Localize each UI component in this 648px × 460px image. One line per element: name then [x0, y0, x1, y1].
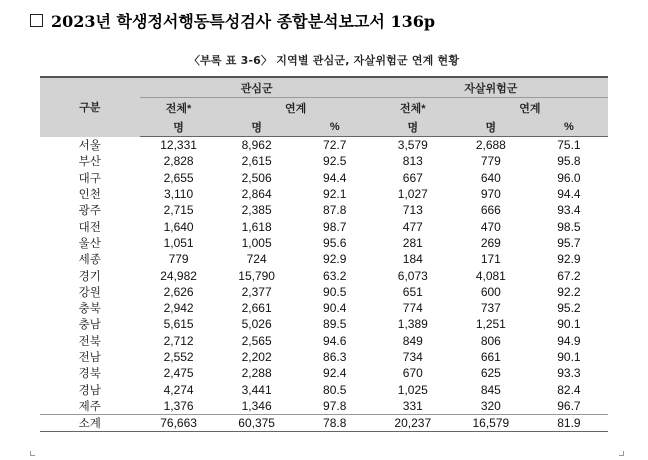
value-cell: 72.7	[323, 138, 347, 153]
unit-header: 명	[140, 117, 218, 137]
value-cell: 845	[480, 382, 501, 397]
value-cell: 734	[402, 350, 423, 364]
value-cell: 94.4	[323, 170, 347, 185]
table-row	[40, 137, 608, 154]
value-cell: 92.1	[323, 187, 347, 202]
value-cell: 2,385	[241, 203, 272, 218]
value-cell: 76,663	[140, 415, 218, 432]
table-row	[40, 153, 608, 169]
table-row	[40, 251, 608, 267]
value-cell: 470	[480, 219, 501, 234]
table-row	[40, 218, 608, 234]
value-cell: 813	[402, 154, 423, 169]
value-cell: 5,615	[163, 317, 194, 332]
region-cell: 서울	[78, 139, 101, 152]
table-caption: 〈부록 표 3-6〉 지역별 관심군, 자살위험군 연계 현황	[188, 54, 460, 67]
region-cell: 울산	[78, 237, 101, 250]
value-cell: 94.9	[557, 333, 581, 348]
document-title-text: 2023년 학생정서행동특성검사 종합분석보고서 136p	[51, 11, 436, 31]
frame-corner	[619, 451, 624, 456]
value-cell: 779	[480, 154, 501, 169]
value-cell: 2,661	[241, 301, 272, 316]
value-cell: 1,027	[397, 187, 428, 202]
value-cell: 82.4	[557, 382, 581, 397]
value-cell: 269	[480, 235, 501, 250]
value-cell: 90.5	[323, 284, 347, 299]
unit-header: %	[296, 117, 374, 137]
region-cell: 세종	[78, 254, 101, 267]
value-cell: 98.5	[557, 219, 581, 234]
table-row	[40, 186, 608, 202]
value-cell: 640	[480, 170, 501, 185]
value-cell: 89.5	[323, 317, 347, 332]
value-cell: 2,202	[241, 350, 272, 364]
value-cell: 94.4	[557, 187, 581, 202]
table-row	[40, 333, 608, 349]
value-cell: 1,389	[397, 317, 428, 332]
value-cell: 60,375	[218, 415, 296, 432]
table-row	[40, 202, 608, 218]
region-cell: 전남	[78, 352, 101, 364]
value-cell: 95.6	[323, 235, 347, 250]
region-cell: 대구	[78, 172, 101, 185]
value-cell: 779	[168, 252, 189, 267]
value-cell: 670	[402, 366, 423, 381]
region-cell: 광주	[78, 205, 101, 218]
value-cell: 331	[402, 398, 423, 413]
value-cell: 2,712	[163, 333, 194, 348]
value-cell: 2,626	[163, 284, 194, 299]
value-cell: 2,655	[163, 170, 194, 185]
value-cell: 24,982	[160, 268, 197, 283]
sub-header-risk-linked: 연계	[452, 98, 608, 118]
unit-header: 명	[452, 117, 530, 137]
value-cell: 1,618	[241, 219, 272, 234]
value-cell: 81.9	[530, 415, 608, 432]
value-cell: 86.3	[323, 350, 347, 364]
value-cell: 90.1	[557, 317, 581, 332]
value-cell: 1,640	[163, 219, 194, 234]
sub-header-interest-total: 전체*	[140, 98, 218, 118]
region-cell: 경남	[78, 384, 101, 397]
value-cell: 92.2	[557, 284, 581, 299]
group-header-suicide-risk: 자살위험군	[374, 77, 608, 98]
table-row	[40, 300, 608, 316]
value-cell: 2,942	[163, 301, 194, 316]
table-row	[40, 365, 608, 381]
value-cell: 90.1	[557, 350, 581, 364]
region-cell: 충북	[78, 303, 101, 316]
table-header	[40, 77, 608, 137]
value-cell: 724	[246, 252, 267, 267]
value-cell: 3,579	[397, 138, 428, 153]
value-cell: 4,274	[163, 382, 194, 397]
value-cell: 477	[402, 219, 423, 234]
row-header: 구분	[40, 77, 140, 137]
value-cell: 92.9	[557, 252, 581, 267]
value-cell: 320	[480, 398, 501, 413]
value-cell: 93.4	[557, 203, 581, 218]
table-row	[40, 398, 608, 415]
value-cell: 96.7	[557, 398, 581, 413]
value-cell: 75.1	[557, 138, 581, 153]
region-cell: 충남	[78, 319, 101, 332]
value-cell: 93.3	[557, 366, 581, 381]
table-row	[40, 284, 608, 300]
value-cell: 666	[480, 203, 501, 218]
value-cell: 806	[480, 333, 501, 348]
value-cell: 63.2	[323, 268, 347, 283]
value-cell: 6,073	[397, 268, 428, 283]
value-cell: 8,962	[241, 138, 272, 153]
value-cell: 970	[480, 187, 501, 202]
region-cell: 인천	[78, 189, 101, 202]
value-cell: 2,565	[241, 333, 272, 348]
document-title	[30, 8, 435, 32]
value-cell: 2,828	[163, 154, 194, 169]
value-cell: 737	[480, 301, 501, 316]
value-cell: 98.7	[323, 219, 347, 234]
value-cell: 651	[402, 284, 423, 299]
value-cell: 5,026	[241, 317, 272, 332]
value-cell: 713	[402, 203, 423, 218]
value-cell: 171	[480, 252, 501, 267]
region-cell: 전북	[78, 335, 101, 348]
value-cell: 667	[402, 170, 423, 185]
value-cell: 12,331	[160, 138, 197, 153]
unit-header: 명	[218, 117, 296, 137]
frame-corner	[30, 451, 35, 456]
total-row	[40, 415, 608, 432]
value-cell: 78.8	[296, 415, 374, 432]
value-cell: 20,237	[374, 415, 452, 432]
value-cell: 1,346	[241, 398, 272, 413]
value-cell: 2,475	[163, 366, 194, 381]
value-cell: 15,790	[238, 268, 275, 283]
region-cell: 경기	[78, 270, 101, 283]
value-cell: 97.8	[323, 398, 347, 413]
region-cell: 강원	[78, 286, 101, 299]
value-cell: 4,081	[475, 268, 506, 283]
region-cell: 부산	[78, 156, 101, 169]
value-cell: 1,051	[163, 235, 194, 250]
value-cell: 3,441	[241, 382, 272, 397]
value-cell: 2,288	[241, 366, 272, 381]
table-row	[40, 267, 608, 283]
value-cell: 95.7	[557, 235, 581, 250]
value-cell: 625	[480, 366, 501, 381]
table-body	[40, 137, 608, 432]
value-cell: 92.5	[323, 154, 347, 169]
region-cell: 경북	[78, 368, 101, 381]
regional-linkage-table	[40, 76, 608, 432]
unit-header: %	[530, 117, 608, 137]
value-cell: 92.9	[323, 252, 347, 267]
value-cell: 92.4	[323, 366, 347, 381]
value-cell: 2,506	[241, 170, 272, 185]
table-row	[40, 170, 608, 186]
sub-header-risk-total: 전체*	[374, 98, 452, 118]
value-cell: 661	[480, 350, 501, 364]
table-row	[40, 349, 608, 365]
value-cell: 94.6	[323, 333, 347, 348]
value-cell: 2,715	[163, 203, 194, 218]
table-row	[40, 235, 608, 251]
value-cell: 95.2	[557, 301, 581, 316]
value-cell: 80.5	[323, 382, 347, 397]
value-cell: 96.0	[557, 170, 581, 185]
value-cell: 1,376	[163, 398, 194, 413]
value-cell: 3,110	[164, 187, 194, 202]
value-cell: 2,377	[241, 284, 272, 299]
value-cell: 281	[402, 235, 423, 250]
group-header-interest: 관심군	[140, 77, 374, 98]
value-cell: 1,005	[241, 235, 272, 250]
value-cell: 2,615	[241, 154, 272, 169]
value-cell: 1,251	[475, 317, 506, 332]
value-cell: 87.8	[323, 203, 347, 218]
region-cell: 제주	[78, 400, 101, 413]
table-row	[40, 381, 608, 397]
region-cell: 소계	[40, 415, 140, 432]
value-cell: 600	[480, 284, 501, 299]
value-cell: 2,864	[241, 187, 272, 202]
value-cell: 16,579	[452, 415, 530, 432]
value-cell: 2,552	[163, 350, 194, 364]
value-cell: 67.2	[557, 268, 581, 283]
value-cell: 95.8	[557, 154, 581, 169]
checkbox-icon[interactable]	[30, 14, 43, 27]
unit-header: 명	[374, 117, 452, 137]
header-row-groups	[40, 77, 608, 98]
sub-header-interest-linked: 연계	[218, 98, 374, 118]
value-cell: 184	[402, 252, 423, 267]
table-row	[40, 316, 608, 332]
value-cell: 90.4	[323, 301, 347, 316]
value-cell: 774	[402, 301, 423, 316]
value-cell: 849	[402, 333, 423, 348]
value-cell: 1,025	[397, 382, 428, 397]
value-cell: 2,688	[475, 138, 506, 153]
region-cell: 대전	[78, 221, 101, 234]
